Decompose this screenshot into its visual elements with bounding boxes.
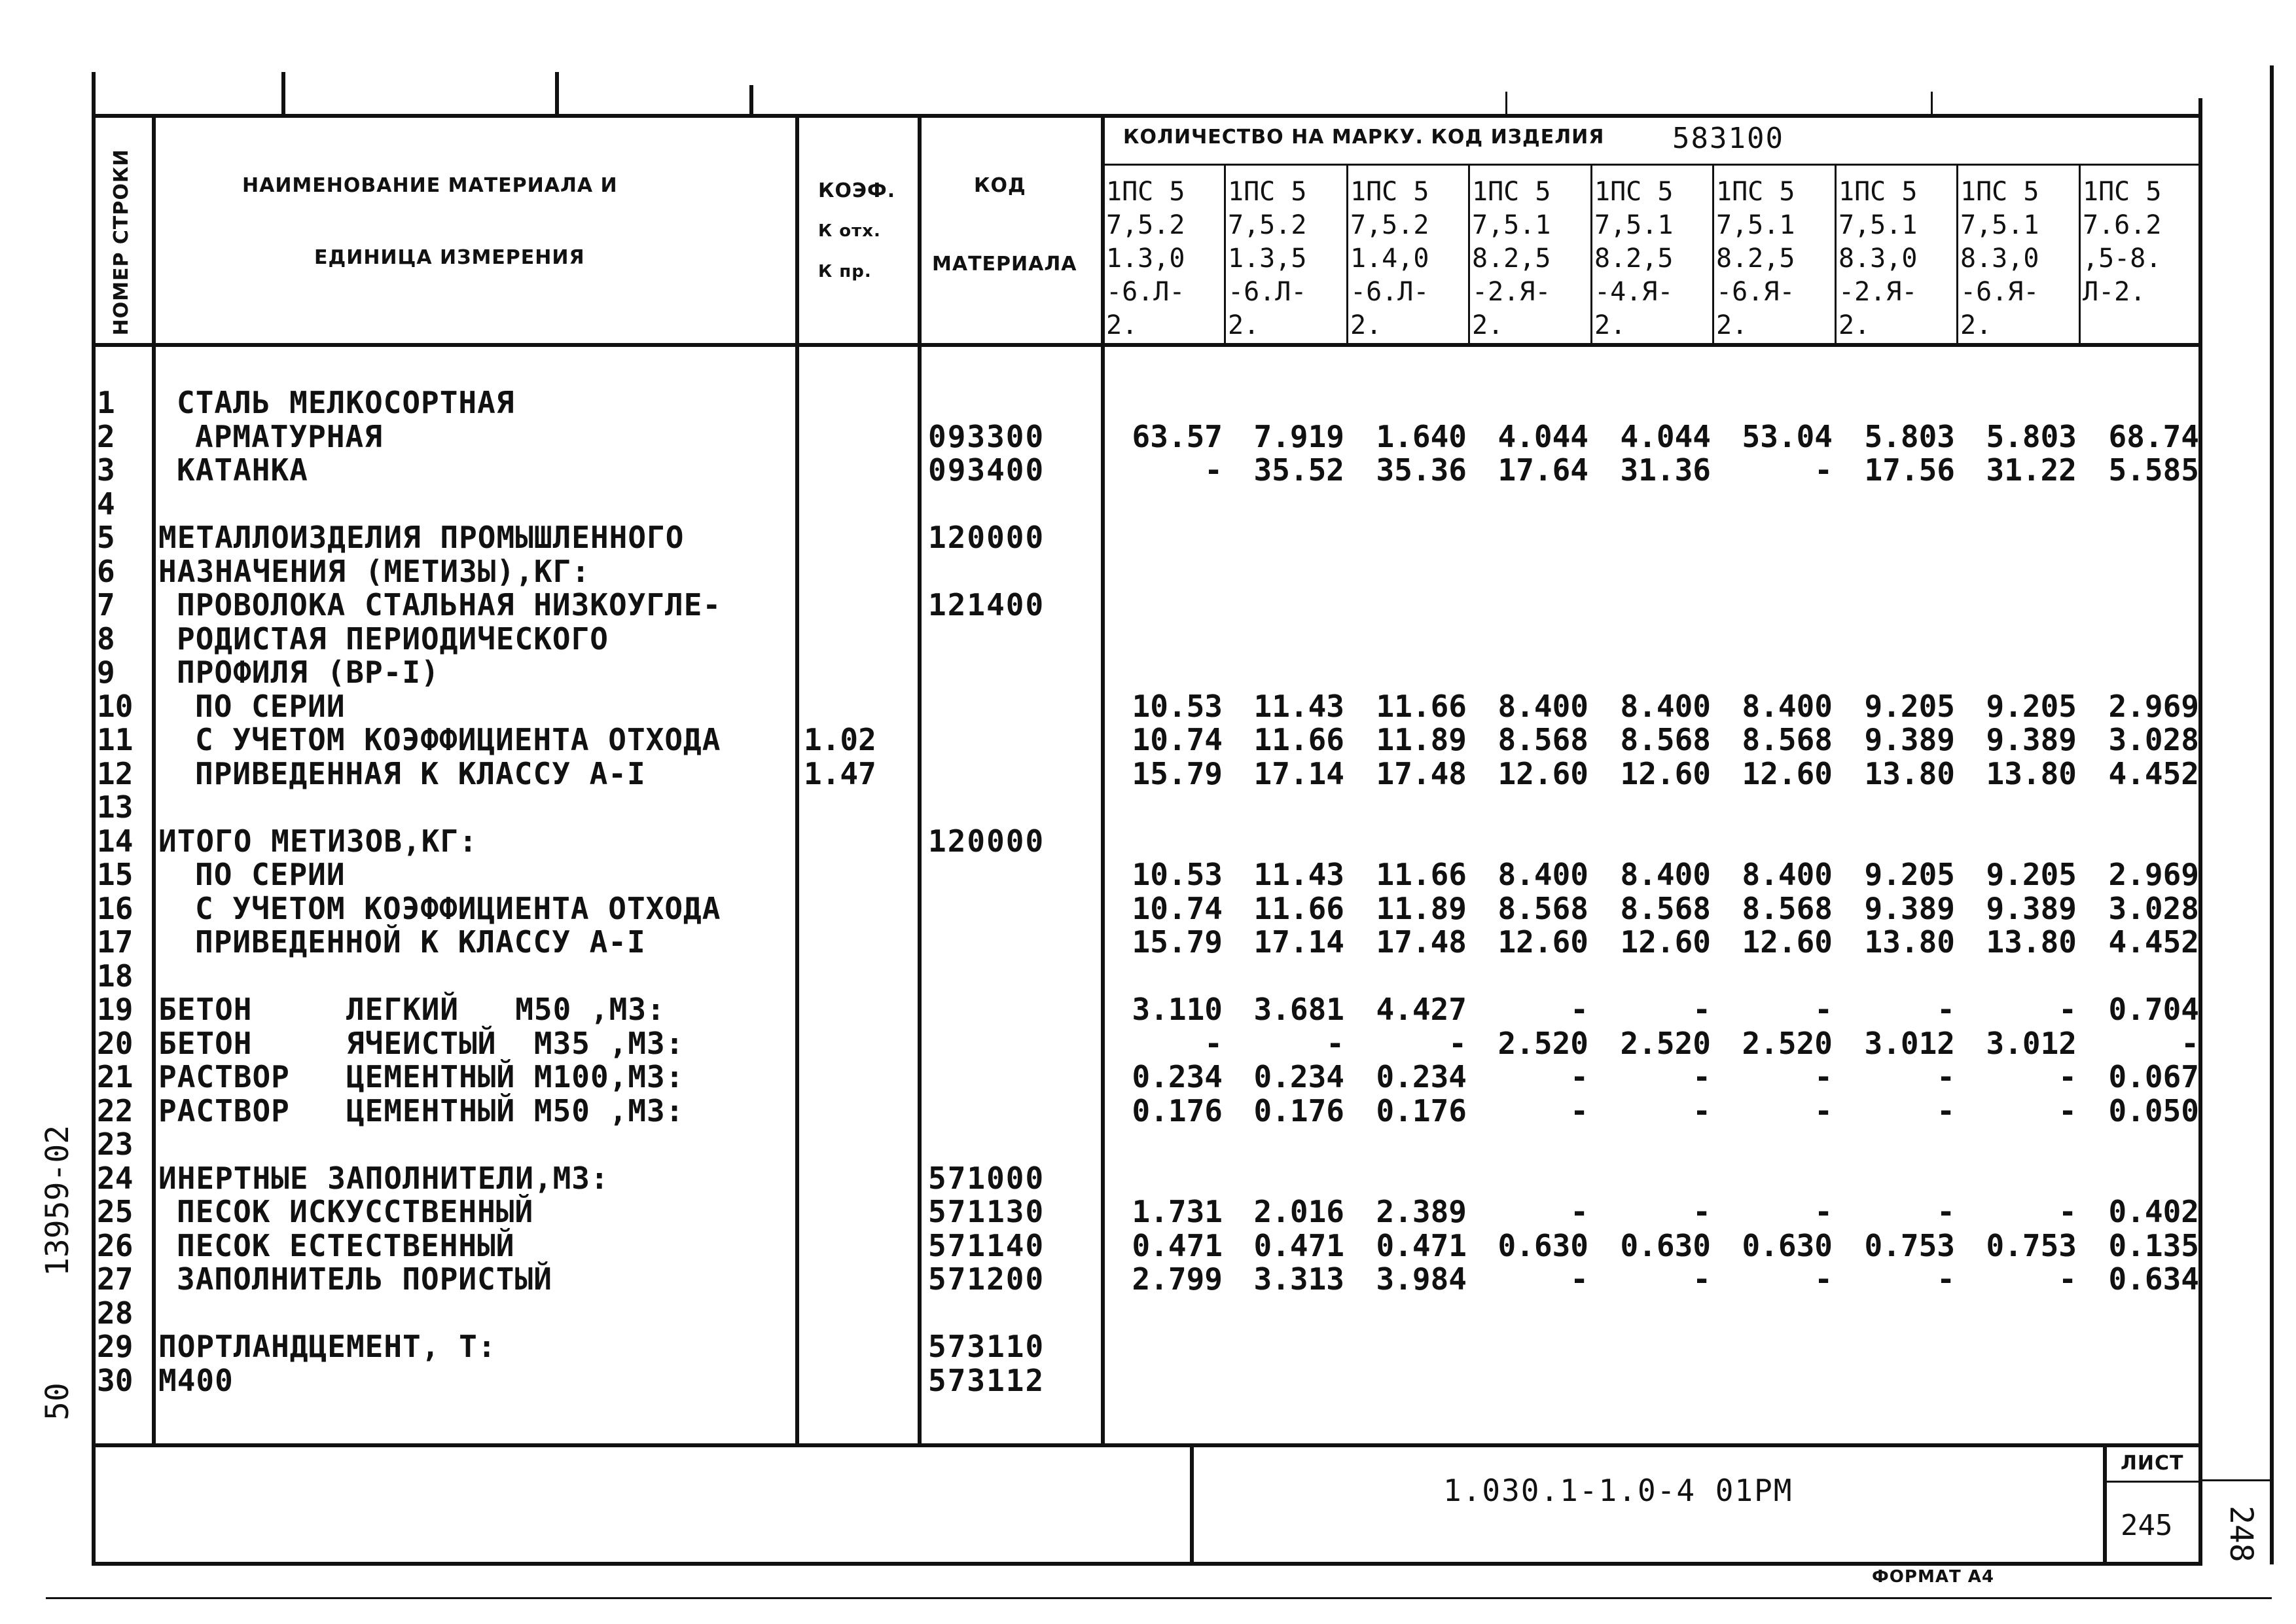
material-code: 573112 <box>928 1362 1045 1398</box>
quantity-cell: 11.43 <box>1253 857 1344 892</box>
side-page-number: 248 <box>2223 1506 2259 1562</box>
row-number-header: НОМЕР СТРОКИ <box>110 149 133 336</box>
quantity-cell: 4.427 <box>1376 992 1467 1027</box>
quantity-cell: - <box>1570 992 1588 1027</box>
quantity-cell: 0.471 <box>1132 1227 1223 1263</box>
material-code: 121400 <box>928 587 1045 623</box>
quantity-cell: 2.969 <box>2108 688 2199 724</box>
quantity-cell: 63.57 <box>1132 418 1223 454</box>
quantity-cell: 9.389 <box>1864 722 1955 757</box>
row-number: 4 <box>97 486 115 522</box>
material-name: РОДИСТАЯ ПЕРИОДИЧЕСКОГО <box>177 621 609 657</box>
quantity-cell: 17.64 <box>1498 452 1588 488</box>
quantity-cell: - <box>1937 1261 1955 1297</box>
quantity-cell: 0.135 <box>2108 1227 2199 1263</box>
quantity-cell: 8.568 <box>1498 722 1588 757</box>
row-number: 13 <box>97 789 134 825</box>
quantity-header-label: КОЛИЧЕСТВО НА МАРКУ. КОД ИЗДЕЛИЯ <box>1123 126 1605 149</box>
material-name: ПЕСОК ИСКУССТВЕННЫЙ <box>177 1194 534 1229</box>
row-number: 21 <box>97 1059 134 1094</box>
material-name: ПРОФИЛЯ (ВР-I) <box>177 655 440 690</box>
quantity-cell: - <box>2058 1194 2077 1229</box>
quantity-cell: 0.050 <box>2108 1092 2199 1128</box>
quantity-cell: 3.012 <box>1986 1025 2077 1061</box>
material-name: ЗАПОЛНИТЕЛЬ ПОРИСТЫЙ <box>177 1261 552 1297</box>
quantity-cell: - <box>1814 992 1833 1027</box>
material-name: МЕТАЛЛОИЗДЕЛИЯ ПРОМЫШЛЕННОГО <box>158 520 685 555</box>
quantity-cell: 17.14 <box>1253 755 1344 791</box>
quantity-cell: 35.36 <box>1376 452 1467 488</box>
coef-header-line3: К пр. <box>818 262 872 281</box>
quantity-cell: 3.984 <box>1376 1261 1467 1297</box>
quantity-cell: 12.60 <box>1498 924 1588 960</box>
quantity-cell: 0.234 <box>1253 1059 1344 1094</box>
quantity-cell: 11.66 <box>1376 688 1467 724</box>
quantity-cell: - <box>1814 1194 1833 1229</box>
coefficient: 1.02 <box>804 722 876 757</box>
row-number: 8 <box>97 621 115 657</box>
material-name: БЕТОН ЛЕГКИЙ М50 ,М3: <box>158 992 666 1027</box>
column-header: 1ПС 5 7.6.2 ,5-8. Л-2. <box>2083 177 2162 307</box>
material-code: 571130 <box>928 1194 1045 1229</box>
quantity-cell: 8.568 <box>1498 890 1588 926</box>
quantity-cell: 10.53 <box>1132 688 1223 724</box>
quantity-cell: 0.634 <box>2108 1261 2199 1297</box>
row-number: 23 <box>97 1127 134 1162</box>
quantity-cell: 9.389 <box>1864 890 1955 926</box>
quantity-cell: 10.74 <box>1132 890 1223 926</box>
quantity-cell: 3.681 <box>1253 992 1344 1027</box>
material-name: БЕТОН ЯЧЕИСТЫЙ М35 ,М3: <box>158 1025 685 1061</box>
quantity-cell: 11.43 <box>1253 688 1344 724</box>
quantity-cell: 2.520 <box>1620 1025 1711 1061</box>
quantity-cell: - <box>1448 1025 1467 1061</box>
material-name: РАСТВОР ЦЕМЕНТНЫЙ М100,М3: <box>158 1059 685 1094</box>
material-code: 093300 <box>928 418 1045 454</box>
quantity-cell: 0.067 <box>2108 1059 2199 1094</box>
column-header: 1ПС 5 7,5.1 8.3,0 -6.Я- 2. <box>1960 177 2039 340</box>
column-header: 1ПС 5 7,5.2 1.3,0 -6.Л- 2. <box>1106 177 1185 340</box>
quantity-cell: 8.400 <box>1742 857 1833 892</box>
product-code: 583100 <box>1672 122 1784 155</box>
quantity-cell: - <box>1693 1261 1711 1297</box>
quantity-cell: 17.14 <box>1253 924 1344 960</box>
material-code: 093400 <box>928 452 1045 488</box>
quantity-cell: 53.04 <box>1742 418 1833 454</box>
quantity-cell: 7.919 <box>1253 418 1344 454</box>
quantity-cell: 35.52 <box>1253 452 1344 488</box>
quantity-cell: - <box>1693 1092 1711 1128</box>
quantity-cell: 9.205 <box>1986 857 2077 892</box>
quantity-cell: 4.452 <box>2108 924 2199 960</box>
material-name-header-line1: НАИМЕНОВАНИЕ МАТЕРИАЛА И <box>242 174 618 197</box>
quantity-cell: 0.234 <box>1132 1059 1223 1094</box>
coef-header-line2: К отх. <box>818 221 881 241</box>
row-number: 25 <box>97 1194 134 1229</box>
quantity-cell: 12.60 <box>1742 755 1833 791</box>
left-margin-number: 13959-02 <box>39 1125 76 1276</box>
material-name: КАТАНКА <box>177 452 308 488</box>
quantity-cell: 17.56 <box>1864 452 1955 488</box>
quantity-cell: 13.80 <box>1864 755 1955 791</box>
material-name: ПО СЕРИИ <box>195 688 346 724</box>
quantity-cell: 10.53 <box>1132 857 1223 892</box>
quantity-cell: - <box>1570 1092 1588 1128</box>
material-name: ПРОВОЛОКА СТАЛЬНАЯ НИЗКОУГЛЕ- <box>177 587 722 623</box>
quantity-cell: 0.704 <box>2108 992 2199 1027</box>
quantity-cell: 9.205 <box>1864 857 1955 892</box>
quantity-cell: - <box>1937 1059 1955 1094</box>
row-number: 14 <box>97 823 134 859</box>
row-number: 15 <box>97 857 134 892</box>
quantity-cell: 5.585 <box>2108 452 2199 488</box>
quantity-cell: - <box>1570 1261 1588 1297</box>
quantity-cell: 8.400 <box>1620 688 1711 724</box>
quantity-cell: 9.389 <box>1986 890 2077 926</box>
quantity-cell: - <box>1814 1092 1833 1128</box>
material-name: НАЗНАЧЕНИЯ (МЕТИЗЫ),КГ: <box>158 553 590 589</box>
quantity-cell: 0.234 <box>1376 1059 1467 1094</box>
material-name: ИТОГО МЕТИЗОВ,КГ: <box>158 823 478 859</box>
quantity-cell: - <box>2058 992 2077 1027</box>
row-number: 5 <box>97 520 115 555</box>
column-header: 1ПС 5 7,5.1 8.2,5 -6.Я- 2. <box>1716 177 1795 340</box>
row-number: 16 <box>97 890 134 926</box>
row-number: 6 <box>97 553 115 589</box>
material-name: С УЧЕТОМ КОЭФФИЦИЕНТА ОТХОДА <box>195 722 721 757</box>
material-code: 573110 <box>928 1329 1045 1364</box>
quantity-cell: - <box>2181 1025 2199 1061</box>
material-code: 120000 <box>928 520 1045 555</box>
material-name: ПЕСОК ЕСТЕСТВЕННЫЙ <box>177 1227 515 1263</box>
row-number: 22 <box>97 1092 134 1128</box>
quantity-cell: - <box>1570 1059 1588 1094</box>
row-number: 11 <box>97 722 134 757</box>
row-number: 17 <box>97 924 134 960</box>
row-number: 29 <box>97 1329 134 1364</box>
quantity-cell: - <box>2058 1261 2077 1297</box>
row-number: 26 <box>97 1227 134 1263</box>
quantity-cell: 2.520 <box>1498 1025 1588 1061</box>
quantity-cell: 11.89 <box>1376 722 1467 757</box>
quantity-cell: 3.028 <box>2108 722 2199 757</box>
left-margin-page: 50 <box>39 1382 76 1420</box>
quantity-cell: 3.012 <box>1864 1025 1955 1061</box>
quantity-cell: 8.568 <box>1620 890 1711 926</box>
quantity-cell: 0.471 <box>1253 1227 1344 1263</box>
quantity-cell: 12.60 <box>1498 755 1588 791</box>
quantity-cell: - <box>1937 1092 1955 1128</box>
quantity-cell: 9.205 <box>1986 688 2077 724</box>
quantity-cell: - <box>1814 1059 1833 1094</box>
quantity-cell: - <box>2058 1092 2077 1128</box>
code-header-line1: КОД <box>974 174 1026 197</box>
quantity-cell: 2.799 <box>1132 1261 1223 1297</box>
row-number: 18 <box>97 958 134 994</box>
material-name: С УЧЕТОМ КОЭФФИЦИЕНТА ОТХОДА <box>195 890 721 926</box>
quantity-cell: 8.568 <box>1742 890 1833 926</box>
quantity-cell: - <box>1937 992 1955 1027</box>
sheet-label: ЛИСТ <box>2121 1452 2184 1475</box>
row-number: 24 <box>97 1160 134 1196</box>
row-number: 7 <box>97 587 115 623</box>
quantity-cell: - <box>1693 1059 1711 1094</box>
quantity-cell: 11.66 <box>1253 722 1344 757</box>
quantity-cell: 13.80 <box>1986 924 2077 960</box>
column-header: 1ПС 5 7,5.1 8.2,5 -4.Я- 2. <box>1594 177 1674 340</box>
quantity-cell: 0.630 <box>1498 1227 1588 1263</box>
quantity-cell: 0.176 <box>1376 1092 1467 1128</box>
quantity-cell: 13.80 <box>1986 755 2077 791</box>
quantity-cell: 11.66 <box>1253 890 1344 926</box>
quantity-cell: - <box>1814 452 1833 488</box>
quantity-cell: - <box>1693 1194 1711 1229</box>
quantity-cell: 5.803 <box>1864 418 1955 454</box>
quantity-cell: 12.60 <box>1742 924 1833 960</box>
quantity-cell: 1.640 <box>1376 418 1467 454</box>
quantity-cell: 0.176 <box>1132 1092 1223 1128</box>
quantity-cell: 31.36 <box>1620 452 1711 488</box>
quantity-cell: 0.402 <box>2108 1194 2199 1229</box>
quantity-cell: 17.48 <box>1376 924 1467 960</box>
quantity-cell: 1.731 <box>1132 1194 1223 1229</box>
quantity-cell: 2.389 <box>1376 1194 1467 1229</box>
quantity-cell: 0.176 <box>1253 1092 1344 1128</box>
material-code: 571200 <box>928 1261 1045 1297</box>
quantity-cell: 12.60 <box>1620 755 1711 791</box>
row-number: 9 <box>97 655 115 690</box>
quantity-cell: 0.630 <box>1742 1227 1833 1263</box>
quantity-cell: 2.969 <box>2108 857 2199 892</box>
code-header-line2: МАТЕРИАЛА <box>932 253 1077 276</box>
quantity-cell: 17.48 <box>1376 755 1467 791</box>
quantity-cell: 3.110 <box>1132 992 1223 1027</box>
quantity-cell: 8.400 <box>1742 688 1833 724</box>
coefficient: 1.47 <box>804 755 876 791</box>
quantity-cell: 4.044 <box>1620 418 1711 454</box>
quantity-cell: 0.471 <box>1376 1227 1467 1263</box>
quantity-cell: 11.89 <box>1376 890 1467 926</box>
quantity-cell: 12.60 <box>1620 924 1711 960</box>
format-label: ФОРМАТ А4 <box>1872 1567 1994 1587</box>
row-number: 19 <box>97 992 134 1027</box>
quantity-cell: 8.400 <box>1498 857 1588 892</box>
quantity-cell: - <box>1570 1194 1588 1229</box>
row-number: 10 <box>97 688 134 724</box>
quantity-cell: - <box>1693 992 1711 1027</box>
quantity-cell: 3.313 <box>1253 1261 1344 1297</box>
material-code: 120000 <box>928 823 1045 859</box>
quantity-cell: 0.630 <box>1620 1227 1711 1263</box>
quantity-cell: 5.803 <box>1986 418 2077 454</box>
column-header: 1ПС 5 7,5.1 8.3,0 -2.Я- 2. <box>1839 177 1918 340</box>
quantity-cell: 9.389 <box>1986 722 2077 757</box>
quantity-cell: 2.520 <box>1742 1025 1833 1061</box>
quantity-cell: 0.753 <box>1864 1227 1955 1263</box>
quantity-cell: 0.753 <box>1986 1227 2077 1263</box>
material-name: ПРИВЕДЕННОЙ К КЛАССУ А-I <box>195 924 646 960</box>
row-number: 12 <box>97 755 134 791</box>
quantity-cell: - <box>1937 1194 1955 1229</box>
row-number: 1 <box>97 385 115 420</box>
row-number: 2 <box>97 418 115 454</box>
quantity-cell: 31.22 <box>1986 452 2077 488</box>
material-name: СТАЛЬ МЕЛКОСОРТНАЯ <box>177 385 515 420</box>
quantity-cell: 8.568 <box>1742 722 1833 757</box>
row-number: 28 <box>97 1295 134 1331</box>
material-name: М400 <box>158 1362 234 1398</box>
row-number: 20 <box>97 1025 134 1061</box>
quantity-cell: 8.400 <box>1498 688 1588 724</box>
quantity-cell: 8.568 <box>1620 722 1711 757</box>
quantity-cell: - <box>1204 452 1223 488</box>
document-code: 1.030.1-1.0-4 01РМ <box>1443 1473 1793 1508</box>
sheet-number: 245 <box>2121 1509 2173 1542</box>
material-name: ПО СЕРИИ <box>195 857 346 892</box>
quantity-cell: 2.016 <box>1253 1194 1344 1229</box>
quantity-cell: 8.400 <box>1620 857 1711 892</box>
quantity-cell: 3.028 <box>2108 890 2199 926</box>
material-name: РАСТВОР ЦЕМЕНТНЫЙ М50 ,М3: <box>158 1092 685 1128</box>
material-name: ИНЕРТНЫЕ ЗАПОЛНИТЕЛИ,М3: <box>158 1160 609 1196</box>
quantity-cell: 68.74 <box>2108 418 2199 454</box>
quantity-cell: 4.044 <box>1498 418 1588 454</box>
quantity-cell: - <box>1326 1025 1344 1061</box>
coef-header-line1: КОЭФ. <box>818 179 896 202</box>
row-number: 27 <box>97 1261 134 1297</box>
material-name-header-line2: ЕДИНИЦА ИЗМЕРЕНИЯ <box>314 246 585 269</box>
quantity-cell: 9.205 <box>1864 688 1955 724</box>
quantity-cell: 10.74 <box>1132 722 1223 757</box>
quantity-cell: 13.80 <box>1864 924 1955 960</box>
quantity-cell: 15.79 <box>1132 755 1223 791</box>
material-code: 571140 <box>928 1227 1045 1263</box>
quantity-cell: - <box>1204 1025 1223 1061</box>
row-number: 30 <box>97 1362 134 1398</box>
column-header: 1ПС 5 7,5.2 1.3,5 -6.Л- 2. <box>1228 177 1307 340</box>
material-name: АРМАТУРНАЯ <box>195 418 383 454</box>
column-header: 1ПС 5 7,5.2 1.4,0 -6.Л- 2. <box>1350 177 1429 340</box>
quantity-cell: 15.79 <box>1132 924 1223 960</box>
quantity-cell: - <box>2058 1059 2077 1094</box>
quantity-cell: 11.66 <box>1376 857 1467 892</box>
material-code: 571000 <box>928 1160 1045 1196</box>
material-name: ПОРТЛАНДЦЕМЕНТ, Т: <box>158 1329 497 1364</box>
quantity-cell: 4.452 <box>2108 755 2199 791</box>
column-header: 1ПС 5 7,5.1 8.2,5 -2.Я- 2. <box>1472 177 1551 340</box>
row-number: 3 <box>97 452 115 488</box>
quantity-cell: - <box>1814 1261 1833 1297</box>
material-name: ПРИВЕДЕННАЯ К КЛАССУ А-I <box>195 755 646 791</box>
